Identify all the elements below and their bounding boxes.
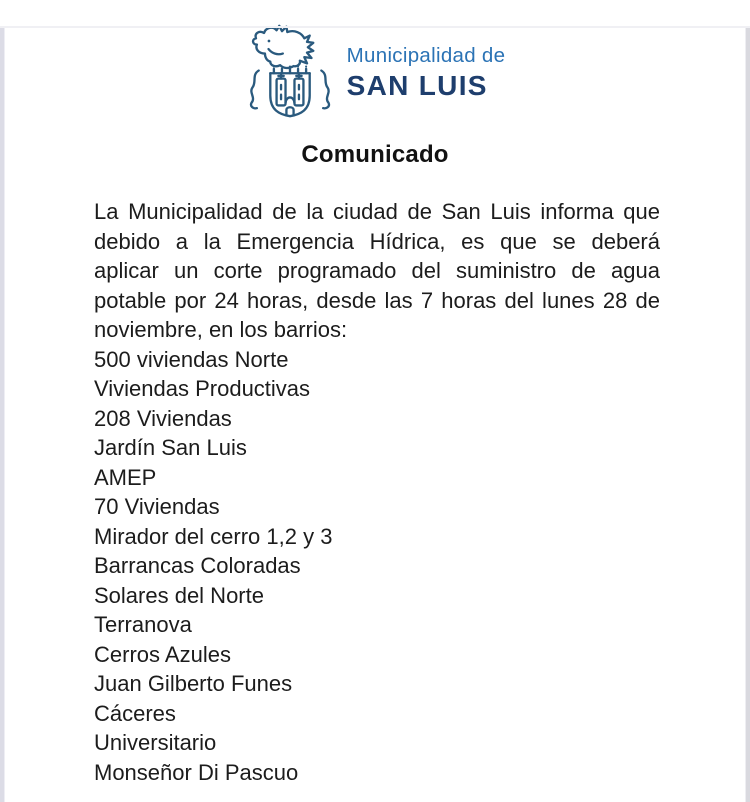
barrio-list-item: Cerros Azules	[94, 641, 231, 667]
paragraph-line: La Municipalidad de la ciudad de San Luis informa que	[94, 199, 660, 224]
municipality-logo	[0, 26, 750, 120]
barrio-list-item: Monseñor Di Pascuo	[94, 759, 299, 785]
barrio-list-item: AMEP	[94, 464, 157, 490]
paragraph-line: debido a la Emergencia Hídrica, es que se deberá	[94, 228, 660, 254]
barrio-list-item: Cáceres	[94, 700, 176, 726]
paragraph-line: potable por 24 horas, desde las 7 horas del lunes 28 de	[94, 287, 660, 313]
paragraph-line: aplicar un corte programado del suministro de agua	[94, 258, 660, 283]
org-name-line2: SAN LUIS	[346, 70, 488, 101]
barrio-list-item: Mirador del cerro 1,2 y 3	[94, 523, 333, 549]
communique-paragraph	[94, 197, 660, 345]
barrio-list-item: Solares del Norte	[94, 582, 264, 608]
page-edge-left	[0, 26, 5, 802]
barrio-list-item: 208 Viviendas	[94, 405, 232, 431]
page-title: Comunicado	[301, 141, 449, 168]
barrios-list	[94, 345, 660, 788]
barrio-list-item: Juan Gilberto Funes	[94, 671, 293, 696]
page-edge-top	[0, 26, 750, 28]
barrio-list-item: Viviendas Productivas	[94, 376, 311, 401]
barrio-list-item: Terranova	[94, 612, 192, 637]
barrio-list-item: Barrancas Coloradas	[94, 553, 301, 578]
san-luis-crest-icon	[245, 24, 335, 123]
barrio-list-item: 500 viviendas Norte	[94, 346, 289, 372]
logo-wordmark	[347, 44, 506, 102]
barrio-list-item: Universitario	[94, 730, 217, 755]
paragraph-line: noviembre, en los barrios:	[94, 317, 348, 342]
barrio-list-item: 70 Viviendas	[94, 494, 220, 519]
page-edge-right	[745, 26, 750, 802]
communique-content	[0, 197, 750, 787]
org-name-line1: Municipalidad de	[346, 44, 506, 67]
barrio-list-item: Jardín San Luis	[94, 435, 247, 460]
